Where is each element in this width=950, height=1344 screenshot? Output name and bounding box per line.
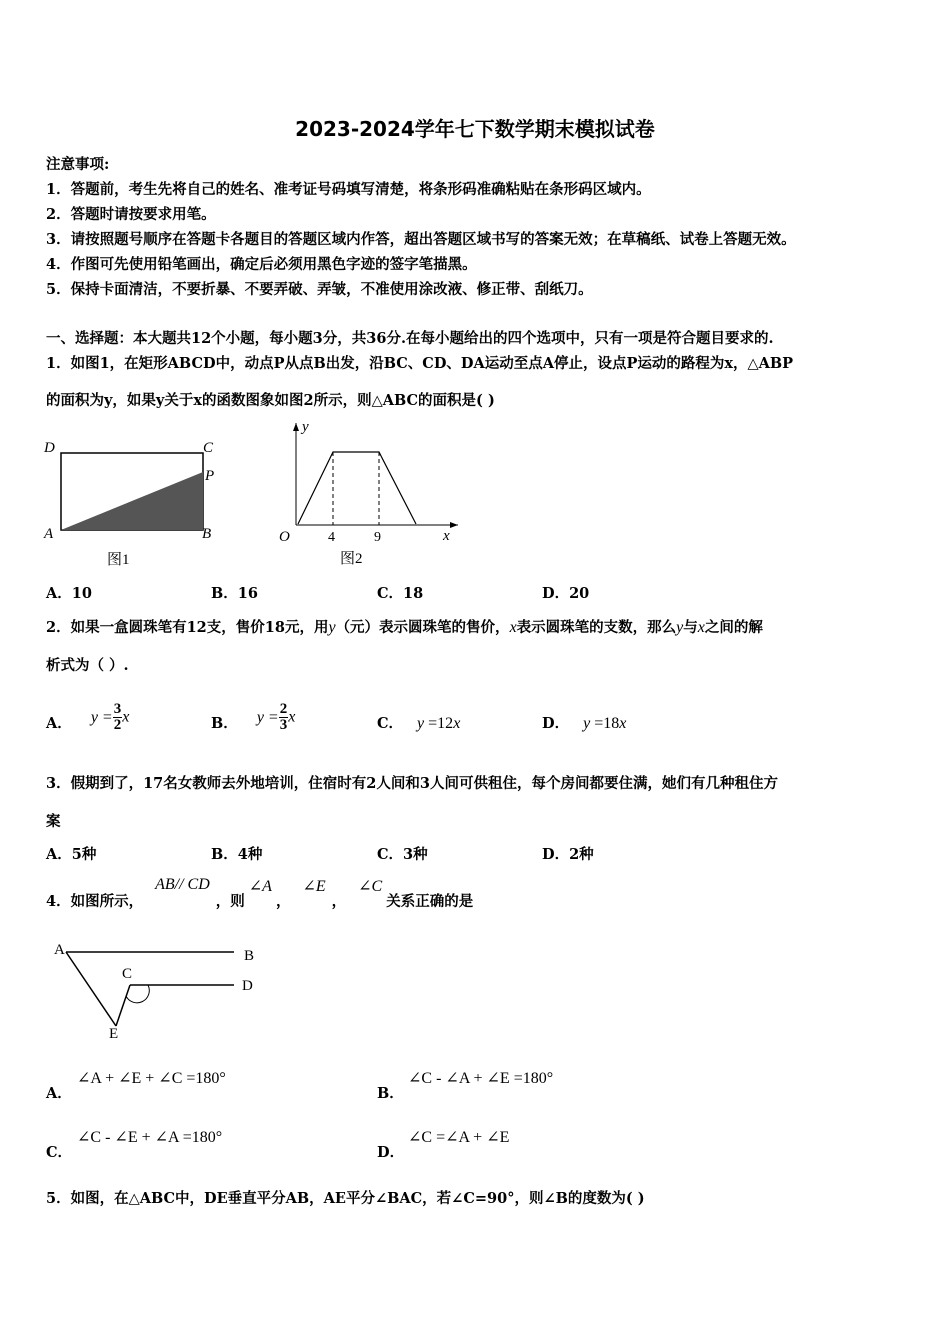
label-e: E — [109, 1026, 119, 1040]
notice-item: 1．答题前，考生先将自己的姓名、准考证号码填写清楚，将条形码准确粘贴在条形码区域内。 — [46, 181, 651, 198]
label-a: A — [54, 942, 65, 958]
q1-option-a[interactable]: A．10 — [46, 585, 92, 602]
q1-figure-2 — [258, 415, 468, 575]
q3-text-line1: 3．假期到了，17名女教师去外地培训，住宿时有2人间和3人间可供租住，每个房间都要住满，她们有几种租住方 — [46, 775, 778, 792]
label-b: B — [202, 526, 212, 542]
q3-option-c[interactable]: C．3种 — [377, 846, 428, 863]
q3-option-b[interactable]: B．4种 — [211, 846, 263, 863]
label-p: P — [205, 468, 215, 484]
q4-option-d-expr[interactable]: ∠C =∠A + ∠E — [408, 1129, 510, 1146]
notice-heading: 注意事项: — [46, 156, 110, 173]
function-graph — [298, 452, 416, 524]
q4-option-b-expr[interactable]: ∠C - ∠A + ∠E =180° — [408, 1070, 554, 1087]
q5-text: 5．如图，在△ABC中，DE垂直平分AB，AE平分∠BAC，若∠C=90°，则∠B的度数为( ) — [46, 1190, 645, 1207]
label-c: C — [203, 440, 214, 456]
notice-item: 2．答题时请按要求用笔。 — [46, 206, 216, 223]
q2-text-line2: 析式为（ ）. — [46, 657, 129, 674]
q2-text-line1: 2．如果一盒圆珠笔有12支，售价18元，用y（元）表示圆珠笔的售价，x表示圆珠笔的支数，那么y与x之间的解 — [46, 619, 763, 636]
q4-option-a-label[interactable]: A． — [46, 1085, 72, 1102]
q1-text-line1: 1．如图1，在矩形ABCD中，动点P从点B出发，沿BC、CD、DA运动至点A停止，设点P运动的路程为x，△ABP — [46, 355, 794, 372]
label-c: C — [122, 966, 133, 982]
page-title: 2023-2024学年七下数学期末模拟试卷 — [295, 117, 655, 141]
axis-label-y: y — [302, 419, 309, 435]
q4-option-d-label[interactable]: D． — [377, 1144, 405, 1161]
figure-caption: 图2 — [340, 551, 363, 567]
notice-item: 3．请按照题号顺序在答题卡各题目的答题区域内作答，超出答题区域书写的答案无效；在草稿纸、试卷上答题无效。 — [46, 231, 796, 248]
figure-caption: 图1 — [107, 552, 130, 568]
label-b: B — [244, 948, 255, 964]
label-d: D — [44, 440, 55, 456]
axis-label-x: x — [443, 528, 450, 544]
shaded-triangle-abp — [61, 472, 203, 530]
q4-option-c-expr[interactable]: ∠C - ∠E + ∠A =180° — [77, 1129, 223, 1146]
q4-option-b-label[interactable]: B． — [377, 1085, 404, 1102]
q1-option-c[interactable]: C．18 — [377, 585, 424, 602]
q4-text: 4．如图所示，AB// CD，则∠A，∠E，∠C关系正确的是 — [46, 876, 474, 910]
q4-figure — [46, 938, 276, 1040]
q3-option-a[interactable]: A．5种 — [46, 846, 97, 863]
q4-option-c-label[interactable]: C． — [46, 1144, 73, 1161]
q1-text-line2: 的面积为y，如果y关于x的函数图象如图2所示，则△ABC的面积是( ) — [46, 392, 495, 409]
origin-label: O — [279, 529, 290, 545]
q3-option-d[interactable]: D．2种 — [542, 846, 594, 863]
segment-ae — [66, 952, 116, 1026]
q2-option-a[interactable]: A． y = $\frac{3}{2}$ x — [46, 701, 130, 733]
q3-text-line2: 案 — [46, 813, 61, 830]
section-heading: 一、选择题：本大题共12个小题，每小题3分，共36分.在每小题给出的四个选项中，只有一项是符合题目要求的. — [46, 330, 774, 347]
label-a: A — [44, 526, 54, 542]
q2-option-b[interactable]: B． y = $\frac{2}{3}$ x — [211, 701, 296, 733]
q2-option-c[interactable]: C． y =12x — [377, 715, 461, 732]
q2-option-d[interactable]: D． y =18x — [542, 715, 627, 732]
q1-option-d[interactable]: D．20 — [542, 585, 590, 602]
notice-item: 5．保持卡面清洁，不要折暴、不要弄破、弄皱，不准使用涂改液、修正带、刮纸刀。 — [46, 281, 593, 298]
q4-option-a-expr[interactable]: ∠A + ∠E + ∠C =180° — [77, 1070, 226, 1087]
y-axis-arrow — [293, 423, 299, 431]
tick-label-9: 9 — [374, 530, 381, 545]
q1-option-b[interactable]: B．16 — [211, 585, 258, 602]
tick-label-4: 4 — [328, 530, 335, 545]
x-axis-arrow — [450, 522, 458, 528]
q1-figure-1 — [40, 432, 230, 572]
segment-ec — [116, 985, 130, 1026]
label-d: D — [242, 978, 253, 994]
notice-item: 4．作图可先使用铅笔画出，确定后必须用黑色字迹的签字笔描黑。 — [46, 256, 477, 273]
